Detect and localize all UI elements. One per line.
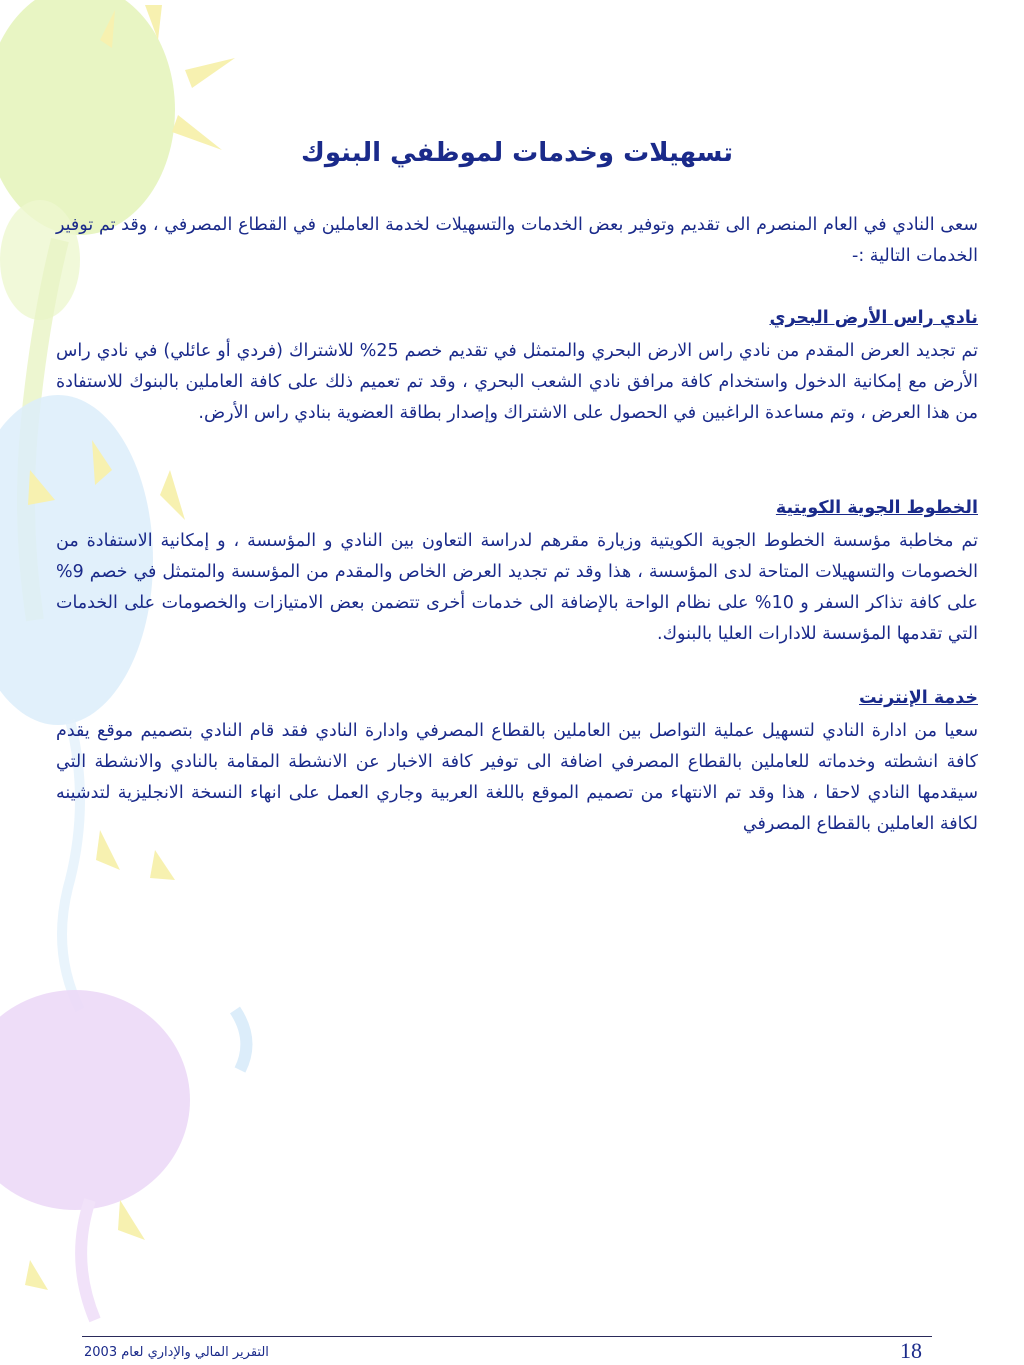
section-heading-internet-service: خدمة الإنترنت (859, 688, 978, 708)
section-body-kuwait-airways: تم مخاطبة مؤسسة الخطوط الجوية الكويتية وزيارة مقرهم لدراسة التعاون بين النادي و المؤسسة ، و إمكانية الاستفادة من الخصومات والتسهيلات المتاحة لدى المؤسسة ، هذا وقد تم تجديد العرض الخاص والمقدم من المؤسسة والمتمثل في خصم 9% على كافة تذاكر السفر و 10% على نظام الواحة بالإضافة الى خدمات أخرى تتضمن بعض الامتيازات والخصومات على الخدمات التي تقدمها المؤسسة للادارات العليا بالبنوك. (56, 531, 979, 644)
section-body-ras-al-ard: تم تجديد العرض المقدم من نادي راس الارض البحري والمتمثل في تقديم خصم 25% للاشتراك (فردي أو عائلي) في نادي راس الأرض مع إمكانية الدخول واستخدام كافة مرافق نادي الشعب البحري ، وقد تم تعميم ذلك على كافة العاملين بالبنوك للاستفادة من هذا العرض ، وتم مساعدة الراغبين في الحصول على الاشتراك وإصدار بطاقة العضوية بنادي راس الأرض. (56, 341, 978, 423)
section-heading-kuwait-airways: الخطوط الجوية الكويتية (775, 498, 978, 518)
page-number: 18 (900, 1338, 922, 1363)
section-heading-ras-al-ard: نادي راس الأرض البحري (769, 308, 978, 328)
intro-paragraph: سعى النادي في العام المنصرم الى تقديم وتوفير بعض الخدمات والتسهيلات لخدمة العاملين في القطاع المصرفي ، وقد تم توفير الخدمات التالية :- (56, 215, 978, 266)
footer-divider (82, 1336, 932, 1337)
section-body-internet-service: سعيا من ادارة النادي لتسهيل عملية التواصل بين العاملين بالقطاع المصرفي وادارة النادي فقد قام النادي بتصميم موقع يقدم كافة انشطته وخدماته للعاملين بالقطاع المصرفي اضافة الى توفير كافة الاخبار عن الانشطة المقامة بالنادي والانشطة التي سيقدمها النادي لاحقا ، هذا وقد تم الانتهاء من تصميم الموقع باللغة العربية وجاري العمل على انهاء النسخة الانجليزية لتدشينه لكافة العاملين بالقطاع المصرفي (56, 721, 978, 834)
document-body (56, 0, 978, 1320)
page-title: تسهيلات وخدمات لموظفي البنوك (301, 138, 733, 168)
footer-report-label: التقرير المالي والإداري لعام 2003 (84, 1345, 269, 1360)
